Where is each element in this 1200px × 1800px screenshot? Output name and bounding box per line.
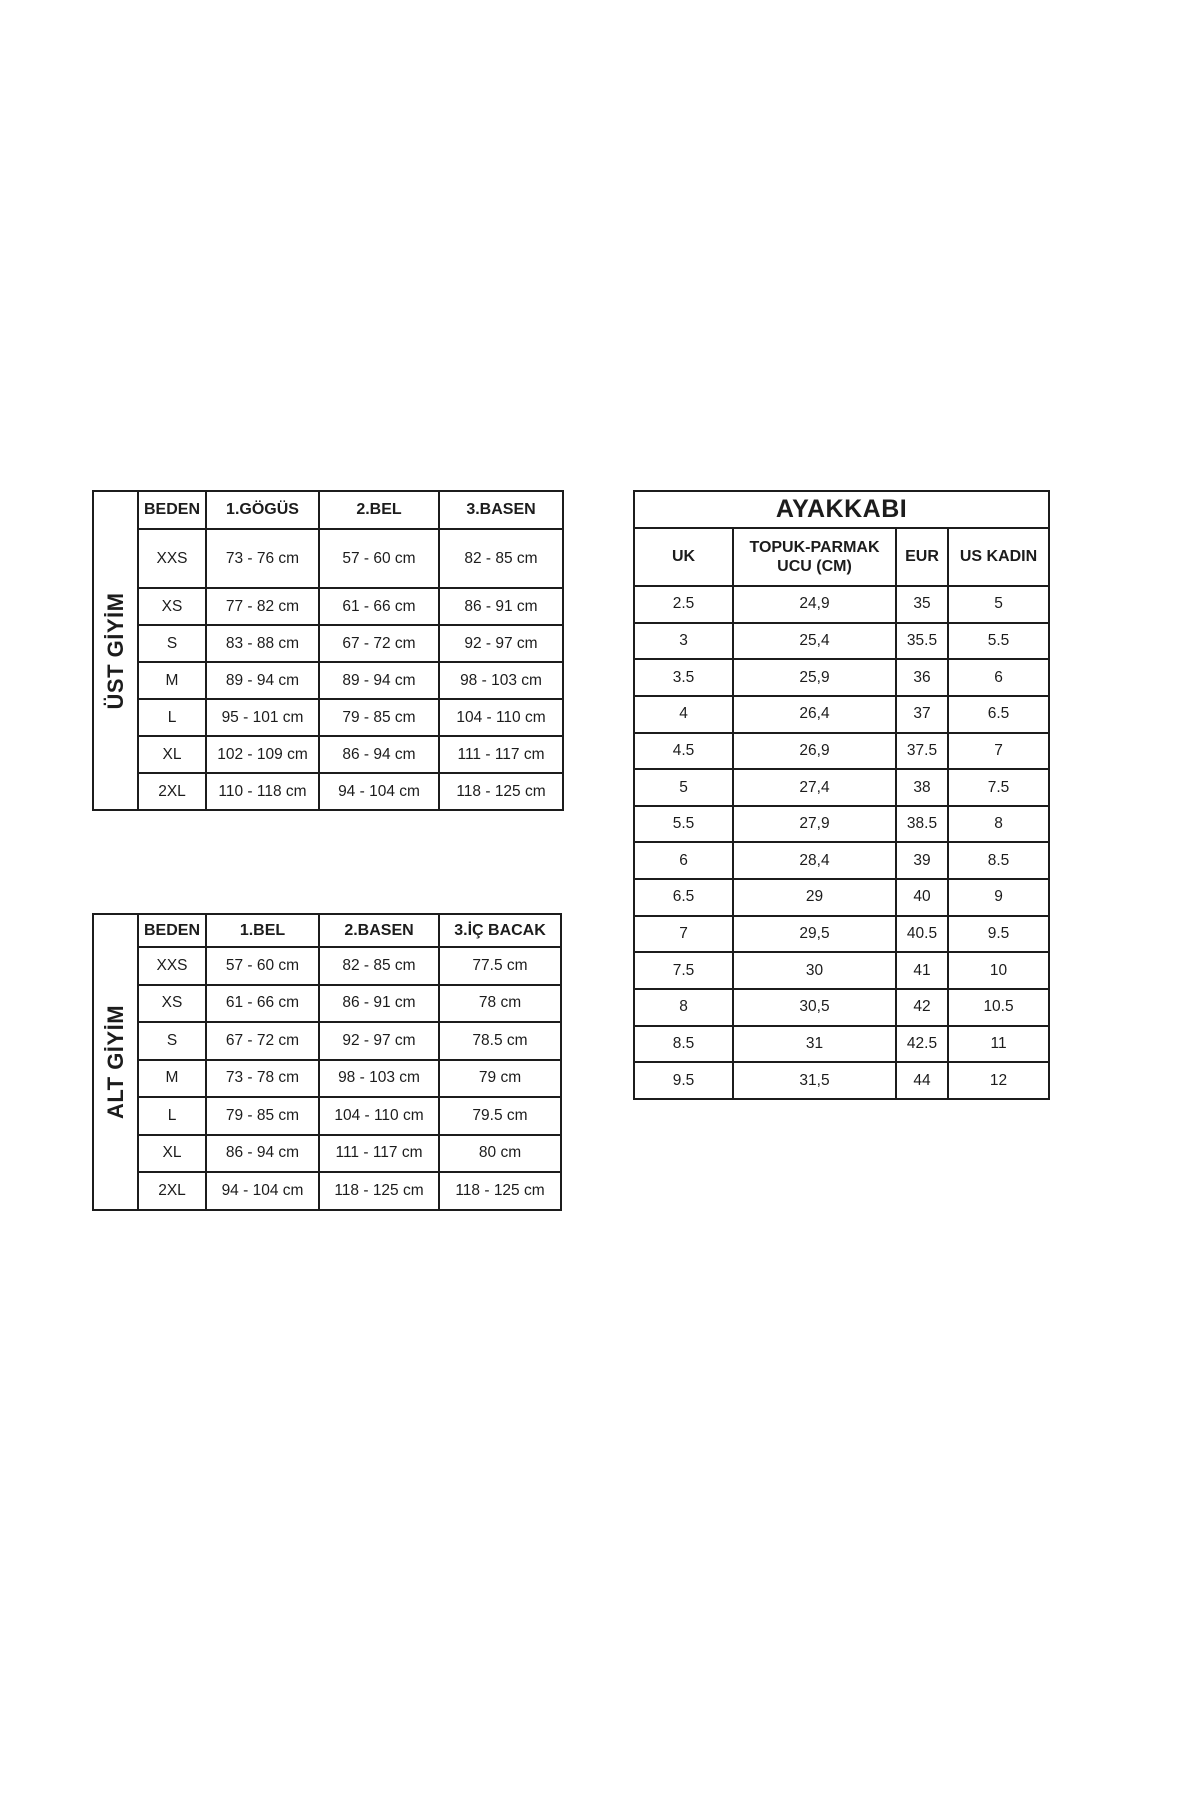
lower-clothing-table bbox=[92, 913, 562, 1211]
table-row bbox=[634, 879, 1049, 916]
table-row bbox=[634, 696, 1049, 733]
column-header-bel: 1.BEL bbox=[206, 914, 319, 947]
value-cell: 28,4 bbox=[733, 842, 896, 879]
value-cell: 110 - 118 cm bbox=[206, 773, 319, 810]
row-key-cell: 7 bbox=[634, 916, 733, 953]
value-cell: 31,5 bbox=[733, 1062, 896, 1099]
value-cell: 67 - 72 cm bbox=[319, 625, 439, 662]
value-cell: 31 bbox=[733, 1026, 896, 1063]
table-row bbox=[93, 662, 563, 699]
value-cell: 35.5 bbox=[896, 623, 948, 660]
value-cell: 102 - 109 cm bbox=[206, 736, 319, 773]
table-row bbox=[93, 588, 563, 625]
row-key-cell: S bbox=[138, 625, 206, 662]
lower-clothing-header-row bbox=[93, 914, 561, 947]
value-cell: 82 - 85 cm bbox=[319, 947, 439, 985]
value-cell: 44 bbox=[896, 1062, 948, 1099]
value-cell: 104 - 110 cm bbox=[439, 699, 563, 736]
row-key-cell: 8.5 bbox=[634, 1026, 733, 1063]
column-header-bel: 2.BEL bbox=[319, 491, 439, 529]
value-cell: 61 - 66 cm bbox=[319, 588, 439, 625]
value-cell: 10 bbox=[948, 952, 1049, 989]
value-cell: 77 - 82 cm bbox=[206, 588, 319, 625]
upper-clothing-body bbox=[93, 491, 563, 810]
value-cell: 79 cm bbox=[439, 1060, 561, 1098]
value-cell: 83 - 88 cm bbox=[206, 625, 319, 662]
value-cell: 79 - 85 cm bbox=[319, 699, 439, 736]
lower-clothing-side-label: ALT GİYİM bbox=[102, 1004, 128, 1119]
value-cell: 39 bbox=[896, 842, 948, 879]
value-cell: 98 - 103 cm bbox=[319, 1060, 439, 1098]
shoe-size-table bbox=[633, 490, 1050, 1100]
row-key-cell: 3.5 bbox=[634, 659, 733, 696]
value-cell: 30 bbox=[733, 952, 896, 989]
row-key-cell: XL bbox=[138, 1135, 206, 1173]
column-header-us-kadin: US KADIN bbox=[948, 528, 1049, 586]
value-cell: 73 - 76 cm bbox=[206, 529, 319, 588]
value-cell: 77.5 cm bbox=[439, 947, 561, 985]
value-cell: 27,9 bbox=[733, 806, 896, 843]
shoe-table-title-row bbox=[634, 491, 1049, 528]
column-header-heel-toe: TOPUK-PARMAK UCU (CM) bbox=[733, 528, 896, 586]
column-header-beden: BEDEN bbox=[138, 914, 206, 947]
table-row bbox=[634, 952, 1049, 989]
row-key-cell: 6.5 bbox=[634, 879, 733, 916]
table-row bbox=[634, 733, 1049, 770]
value-cell: 7 bbox=[948, 733, 1049, 770]
table-row bbox=[93, 736, 563, 773]
table-row bbox=[634, 806, 1049, 843]
table-row bbox=[93, 773, 563, 810]
value-cell: 29,5 bbox=[733, 916, 896, 953]
upper-clothing-table bbox=[92, 490, 564, 811]
table-row bbox=[634, 623, 1049, 660]
table-row bbox=[93, 625, 563, 662]
value-cell: 12 bbox=[948, 1062, 1049, 1099]
table-row bbox=[634, 659, 1049, 696]
table-row bbox=[634, 1026, 1049, 1063]
upper-clothing-side-cell bbox=[93, 491, 138, 810]
value-cell: 104 - 110 cm bbox=[319, 1097, 439, 1135]
value-cell: 78.5 cm bbox=[439, 1022, 561, 1060]
value-cell: 92 - 97 cm bbox=[319, 1022, 439, 1060]
table-row bbox=[93, 1022, 561, 1060]
value-cell: 94 - 104 cm bbox=[319, 773, 439, 810]
shoe-size-body bbox=[634, 491, 1049, 1099]
row-key-cell: 8 bbox=[634, 989, 733, 1026]
table-row bbox=[634, 916, 1049, 953]
table-row bbox=[634, 1062, 1049, 1099]
row-key-cell: M bbox=[138, 662, 206, 699]
value-cell: 118 - 125 cm bbox=[319, 1172, 439, 1210]
value-cell: 5 bbox=[948, 586, 1049, 623]
row-key-cell: L bbox=[138, 1097, 206, 1135]
table-row bbox=[634, 769, 1049, 806]
column-header-uk: UK bbox=[634, 528, 733, 586]
value-cell: 38 bbox=[896, 769, 948, 806]
lower-clothing-body bbox=[93, 914, 561, 1210]
value-cell: 8.5 bbox=[948, 842, 1049, 879]
row-key-cell: 2XL bbox=[138, 773, 206, 810]
value-cell: 79 - 85 cm bbox=[206, 1097, 319, 1135]
value-cell: 73 - 78 cm bbox=[206, 1060, 319, 1098]
value-cell: 27,4 bbox=[733, 769, 896, 806]
row-key-cell: S bbox=[138, 1022, 206, 1060]
value-cell: 82 - 85 cm bbox=[439, 529, 563, 588]
table-row bbox=[93, 699, 563, 736]
table-row bbox=[93, 1172, 561, 1210]
table-row bbox=[93, 1060, 561, 1098]
upper-clothing-header-row bbox=[93, 491, 563, 529]
value-cell: 7.5 bbox=[948, 769, 1049, 806]
column-header-basen: 3.BASEN bbox=[439, 491, 563, 529]
value-cell: 118 - 125 cm bbox=[439, 773, 563, 810]
value-cell: 9 bbox=[948, 879, 1049, 916]
value-cell: 40 bbox=[896, 879, 948, 916]
row-key-cell: XS bbox=[138, 588, 206, 625]
value-cell: 38.5 bbox=[896, 806, 948, 843]
value-cell: 6 bbox=[948, 659, 1049, 696]
value-cell: 40.5 bbox=[896, 916, 948, 953]
value-cell: 118 - 125 cm bbox=[439, 1172, 561, 1210]
value-cell: 67 - 72 cm bbox=[206, 1022, 319, 1060]
value-cell: 78 cm bbox=[439, 985, 561, 1023]
row-key-cell: 4 bbox=[634, 696, 733, 733]
value-cell: 42.5 bbox=[896, 1026, 948, 1063]
value-cell: 57 - 60 cm bbox=[206, 947, 319, 985]
value-cell: 89 - 94 cm bbox=[206, 662, 319, 699]
value-cell: 37.5 bbox=[896, 733, 948, 770]
value-cell: 9.5 bbox=[948, 916, 1049, 953]
value-cell: 61 - 66 cm bbox=[206, 985, 319, 1023]
value-cell: 26,4 bbox=[733, 696, 896, 733]
column-header-eur: EUR bbox=[896, 528, 948, 586]
table-row bbox=[93, 947, 561, 985]
table-row bbox=[93, 985, 561, 1023]
value-cell: 36 bbox=[896, 659, 948, 696]
value-cell: 6.5 bbox=[948, 696, 1049, 733]
shoe-table-header-row bbox=[634, 528, 1049, 586]
lower-clothing-side-cell bbox=[93, 914, 138, 1210]
value-cell: 94 - 104 cm bbox=[206, 1172, 319, 1210]
row-key-cell: 6 bbox=[634, 842, 733, 879]
upper-clothing-side-label: ÜST GİYİM bbox=[102, 592, 128, 709]
value-cell: 57 - 60 cm bbox=[319, 529, 439, 588]
value-cell: 25,9 bbox=[733, 659, 896, 696]
shoe-table-title: AYAKKABI bbox=[634, 491, 1049, 528]
value-cell: 111 - 117 cm bbox=[319, 1135, 439, 1173]
table-row bbox=[634, 586, 1049, 623]
value-cell: 24,9 bbox=[733, 586, 896, 623]
row-key-cell: 2XL bbox=[138, 1172, 206, 1210]
table-row bbox=[634, 842, 1049, 879]
value-cell: 111 - 117 cm bbox=[439, 736, 563, 773]
value-cell: 89 - 94 cm bbox=[319, 662, 439, 699]
row-key-cell: 3 bbox=[634, 623, 733, 660]
value-cell: 86 - 94 cm bbox=[319, 736, 439, 773]
row-key-cell: XXS bbox=[138, 529, 206, 588]
row-key-cell: 4.5 bbox=[634, 733, 733, 770]
value-cell: 26,9 bbox=[733, 733, 896, 770]
value-cell: 92 - 97 cm bbox=[439, 625, 563, 662]
value-cell: 41 bbox=[896, 952, 948, 989]
value-cell: 11 bbox=[948, 1026, 1049, 1063]
table-row bbox=[634, 989, 1049, 1026]
value-cell: 37 bbox=[896, 696, 948, 733]
table-row bbox=[93, 1097, 561, 1135]
value-cell: 86 - 94 cm bbox=[206, 1135, 319, 1173]
table-row bbox=[93, 1135, 561, 1173]
row-key-cell: 7.5 bbox=[634, 952, 733, 989]
table-row bbox=[93, 529, 563, 588]
value-cell: 86 - 91 cm bbox=[319, 985, 439, 1023]
row-key-cell: 5 bbox=[634, 769, 733, 806]
value-cell: 30,5 bbox=[733, 989, 896, 1026]
value-cell: 29 bbox=[733, 879, 896, 916]
value-cell: 95 - 101 cm bbox=[206, 699, 319, 736]
row-key-cell: 9.5 bbox=[634, 1062, 733, 1099]
value-cell: 86 - 91 cm bbox=[439, 588, 563, 625]
row-key-cell: XL bbox=[138, 736, 206, 773]
value-cell: 79.5 cm bbox=[439, 1097, 561, 1135]
column-header-beden: BEDEN bbox=[138, 491, 206, 529]
column-header-ic-bacak: 3.İÇ BACAK bbox=[439, 914, 561, 947]
column-header-basen: 2.BASEN bbox=[319, 914, 439, 947]
value-cell: 25,4 bbox=[733, 623, 896, 660]
value-cell: 98 - 103 cm bbox=[439, 662, 563, 699]
value-cell: 10.5 bbox=[948, 989, 1049, 1026]
row-key-cell: 2.5 bbox=[634, 586, 733, 623]
column-header-gogus: 1.GÖGÜS bbox=[206, 491, 319, 529]
row-key-cell: L bbox=[138, 699, 206, 736]
value-cell: 42 bbox=[896, 989, 948, 1026]
row-key-cell: XXS bbox=[138, 947, 206, 985]
value-cell: 35 bbox=[896, 586, 948, 623]
row-key-cell: 5.5 bbox=[634, 806, 733, 843]
row-key-cell: M bbox=[138, 1060, 206, 1098]
value-cell: 5.5 bbox=[948, 623, 1049, 660]
value-cell: 8 bbox=[948, 806, 1049, 843]
value-cell: 80 cm bbox=[439, 1135, 561, 1173]
row-key-cell: XS bbox=[138, 985, 206, 1023]
